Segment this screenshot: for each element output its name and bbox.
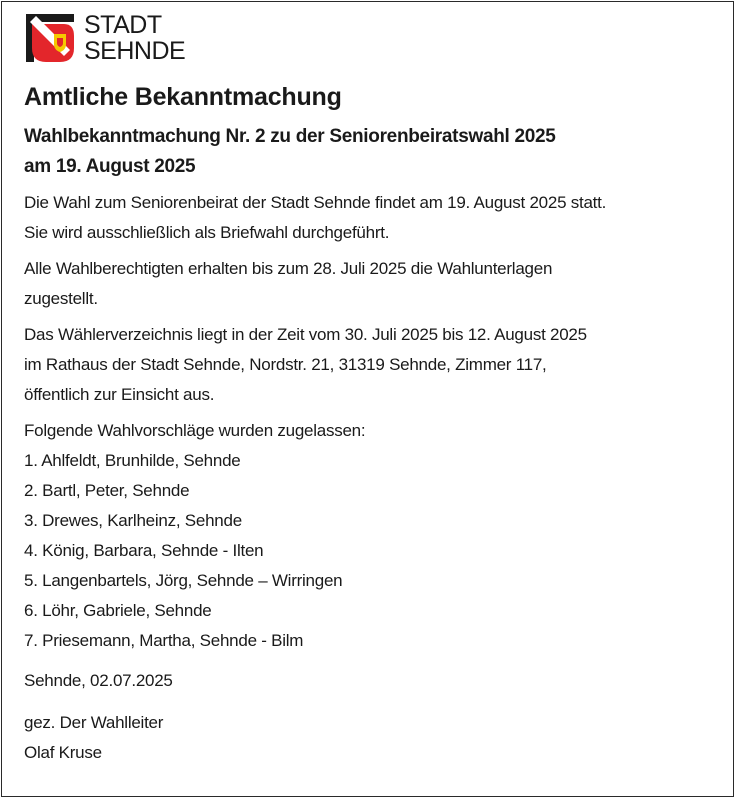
signature-block [24,708,714,768]
place-date: Sehnde, 02.07.2025 [24,671,173,690]
paragraph-line: öffentlich zur Einsicht aus. [24,385,215,404]
signature-role: gez. Der Wahlleiter [24,713,164,732]
paragraph-line: zugestellt. [24,289,98,308]
paragraph-line: Sie wird ausschließlich als Briefwahl durchgeführt. [24,223,390,242]
signature-name: Olaf Kruse [24,743,102,762]
notice-subtitle [24,122,714,182]
logo-wordmark [84,12,185,64]
list-item: 7. Priesemann, Martha, Sehnde - Bilm [24,631,304,650]
subtitle-line-1: Wahlbekanntmachung Nr. 2 zu der Seniorenbeiratswahl 2025 [24,126,556,147]
logo-line-stadt: STADT [84,11,162,39]
list-item: 5. Langenbartels, Jörg, Sehnde – Wirringen [24,571,343,590]
candidate-list [24,446,714,656]
logo-line-sehnde: SEHNDE [84,37,186,65]
paragraph-documents [24,254,714,314]
paragraph-election-info [24,188,714,248]
list-item: 6. Löhr, Gabriele, Sehnde [24,601,212,620]
stadt-sehnde-logo [24,10,224,68]
paragraph-line: Die Wahl zum Seniorenbeirat der Stadt Sehnde findet am 19. August 2025 statt. [24,193,607,212]
paragraph-line: Das Wählerverzeichnis liegt in der Zeit vom 30. Juli 2025 bis 12. August 2025 [24,325,587,344]
paragraph-line: Alle Wahlberechtigten erhalten bis zum 28. Juli 2025 die Wahlunterlagen [24,259,553,278]
list-item: 2. Bartl, Peter, Sehnde [24,481,190,500]
list-item: 3. Drewes, Karlheinz, Sehnde [24,511,242,530]
list-item: 1. Ahlfeldt, Brunhilde, Sehnde [24,451,241,470]
list-item: 4. König, Barbara, Sehnde - Ilten [24,541,264,560]
candidate-list-intro: Folgende Wahlvorschläge wurden zugelassen: [24,421,366,440]
paragraph-line: im Rathaus der Stadt Sehnde, Nordstr. 21, 31319 Sehnde, Zimmer 117, [24,355,547,374]
paragraph-voter-register [24,320,714,410]
city-emblem-icon [24,12,76,64]
notice-content [24,10,714,768]
page-title: Amtliche Bekanntmachung [24,83,342,111]
subtitle-line-2: am 19. August 2025 [24,156,196,177]
